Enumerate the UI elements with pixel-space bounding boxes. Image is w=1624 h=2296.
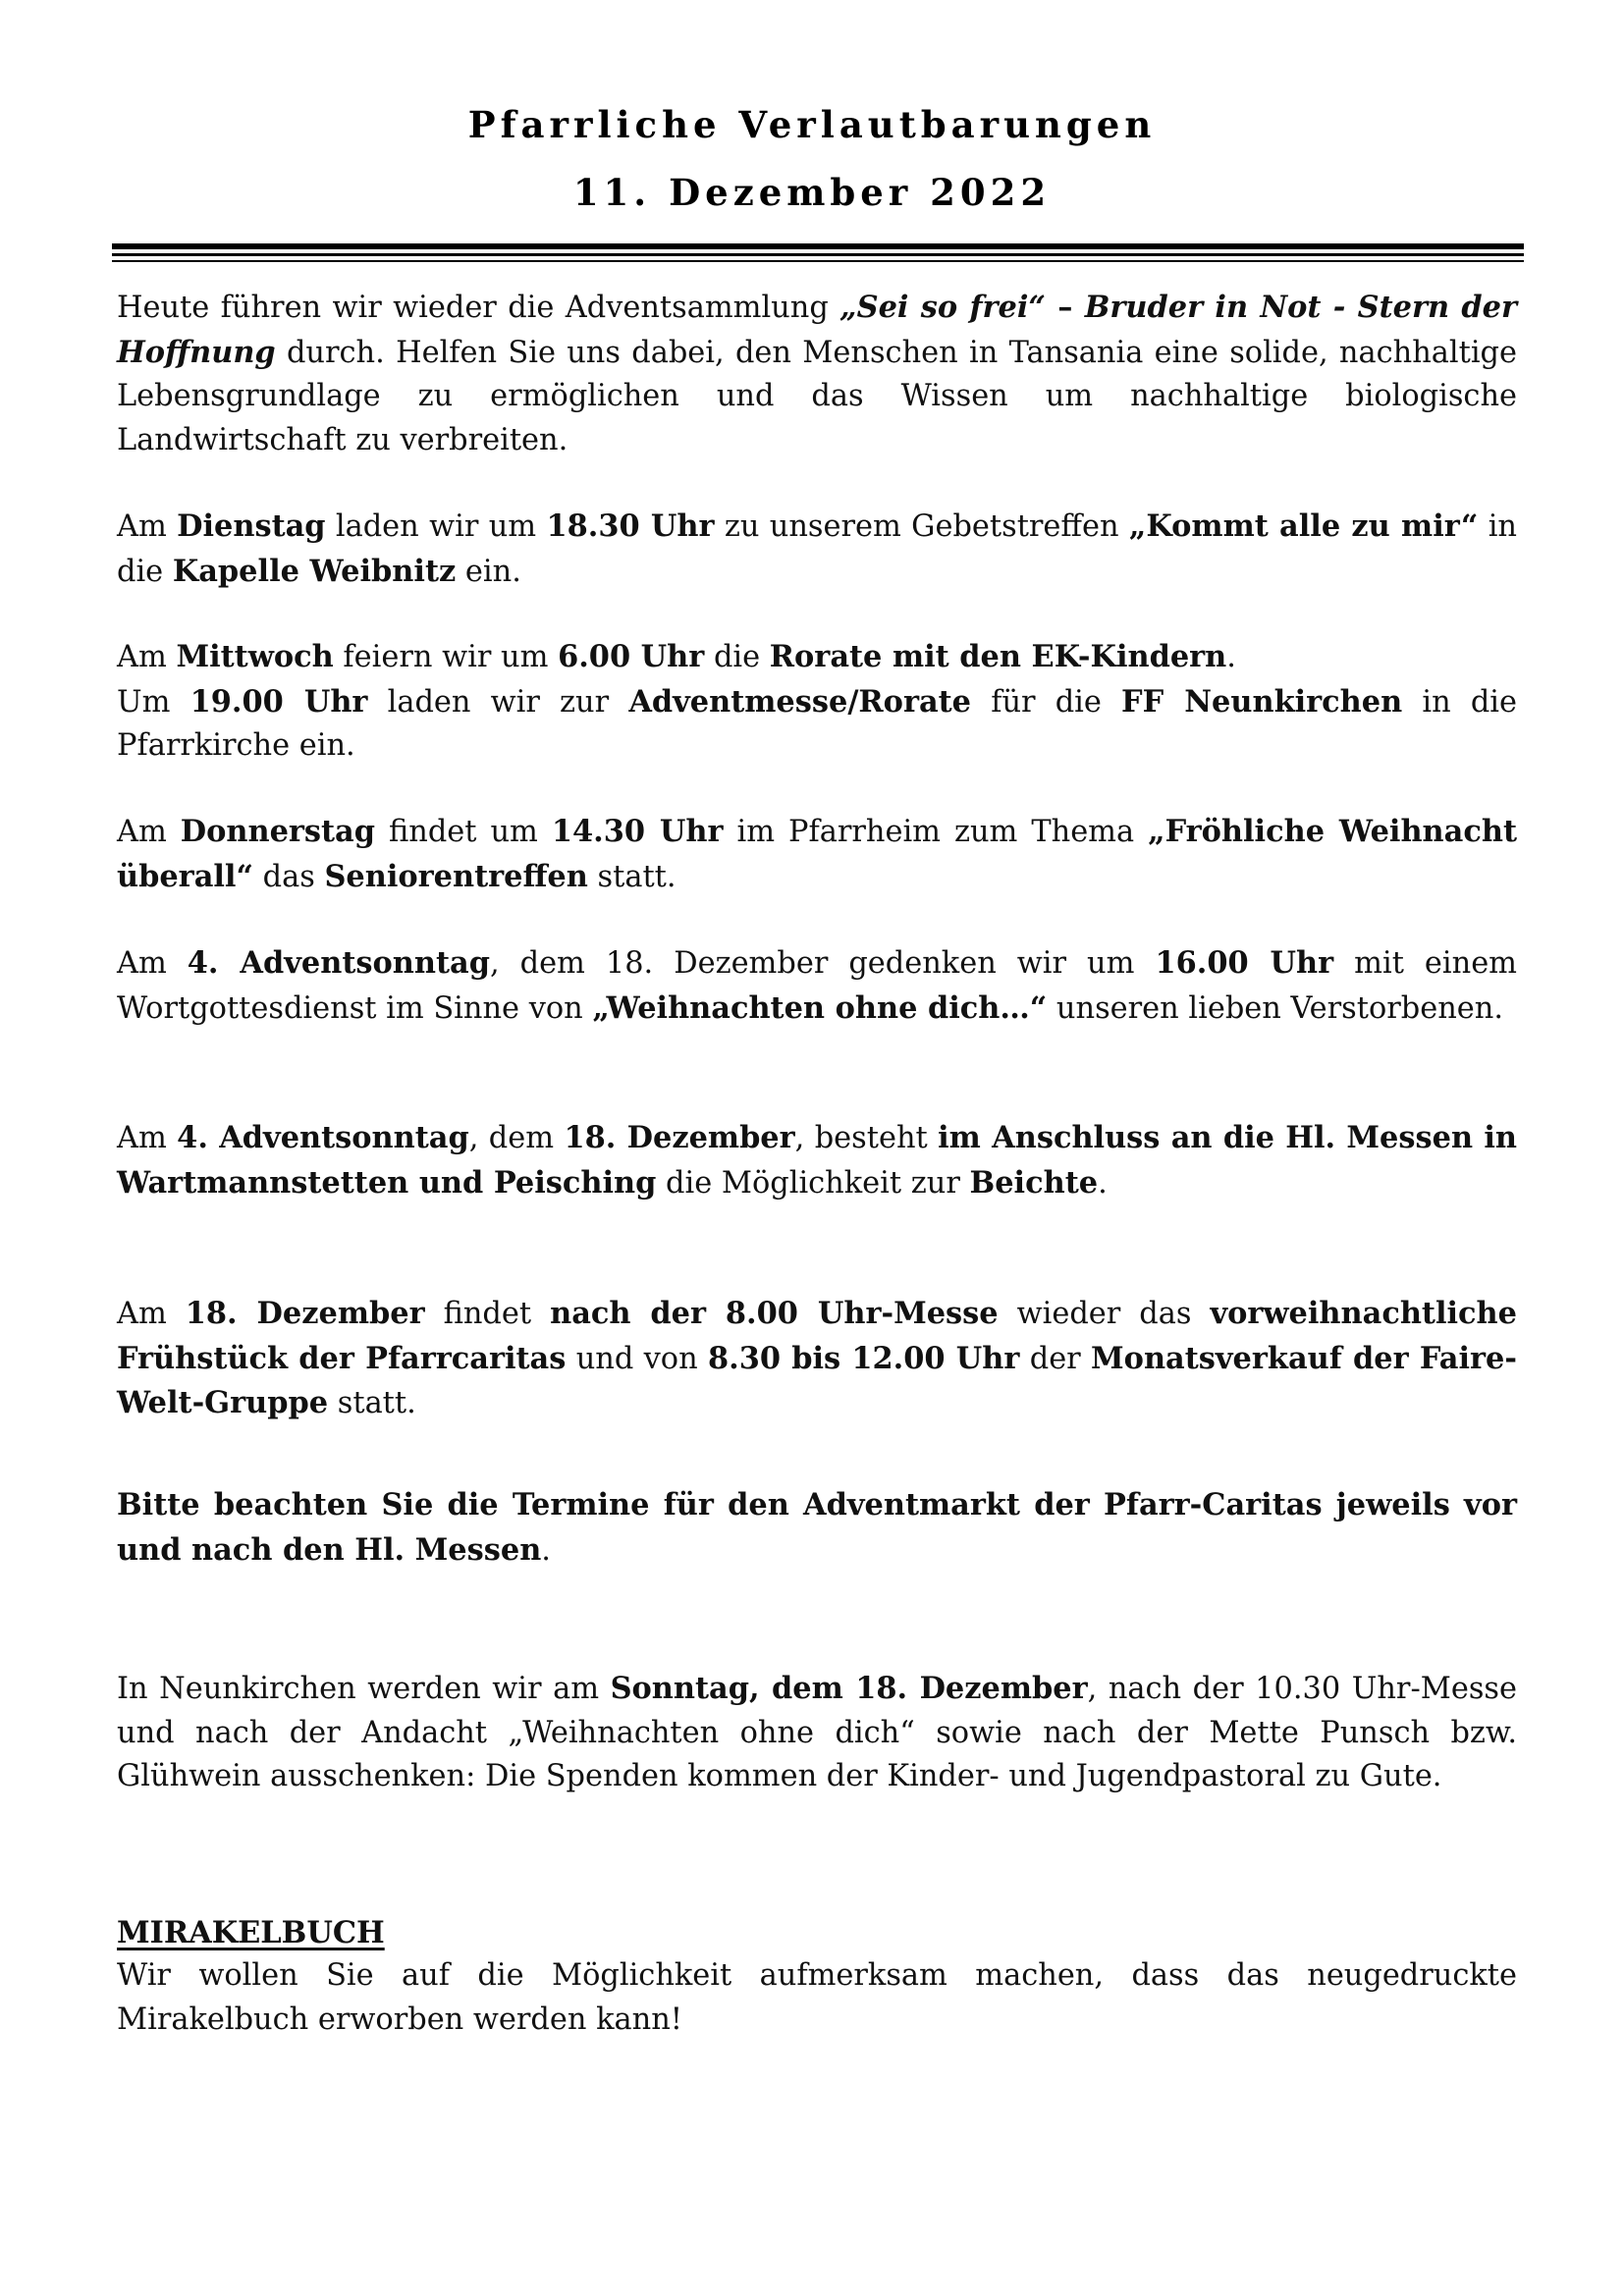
- emphasized-text: Mittwoch: [176, 639, 334, 674]
- announcement-fruehstueck: [117, 1292, 1517, 1426]
- body-text: das: [252, 859, 325, 894]
- announcement-beichte: [117, 1116, 1517, 1205]
- emphasized-text: Adventmesse/Rorate: [628, 683, 972, 720]
- body-text: der: [1019, 1341, 1092, 1376]
- body-text: laden wir um: [325, 509, 547, 544]
- body-text: unseren lieben Verstorbenen.: [1047, 990, 1504, 1026]
- emphasized-text: „Sei so frei“: [839, 290, 1046, 325]
- body-text: laden wir zur: [367, 684, 629, 720]
- body-text: Am: [117, 946, 188, 981]
- emphasized-text: Bitte beachten Sie die Termine für den Adventmarkt der Pfarr-Caritas jeweils vor und nach den Hl. Messen: [117, 1487, 1517, 1568]
- section-heading-mirakelbuch: MIRAKELBUCH: [117, 1915, 385, 1950]
- emphasized-text: 19.00 Uhr: [189, 683, 368, 720]
- announcement-adventmarkt: [117, 1483, 1517, 1573]
- body-text: feiern wir um: [333, 640, 559, 674]
- emphasized-text: Beichte: [969, 1164, 1099, 1201]
- emphasized-text: Sonntag, dem 18. Dezember: [610, 1671, 1088, 1706]
- announcement-donnerstag: [117, 810, 1517, 899]
- emphasized-text: Bruder in Not - Stern der Hoffnung: [117, 290, 1517, 370]
- body-text: Am: [117, 1297, 186, 1331]
- body-text: ein.: [456, 554, 521, 589]
- body-text: die: [704, 640, 770, 674]
- emphasized-text: 8.30 bis 12.00 Uhr: [707, 1340, 1020, 1376]
- body-text: In Neunkirchen werden wir am: [117, 1672, 611, 1706]
- body-text: in die: [117, 509, 1517, 589]
- emphasized-text: vorweihnachtliche Frühstück der Pfarrcaritas: [117, 1296, 1517, 1376]
- announcement-adventsammlung: [117, 286, 1517, 462]
- emphasized-text: Rorate mit den EK-Kindern: [769, 639, 1227, 674]
- body-text: findet: [424, 1297, 551, 1331]
- body-text: die Möglichkeit zur: [656, 1165, 970, 1201]
- announcement-wortgottesdienst: [117, 941, 1517, 1031]
- body-text: in die Pfarrkirche ein.: [117, 684, 1517, 763]
- emphasized-text: 14.30 Uhr: [551, 814, 724, 849]
- body-text: .: [1098, 1165, 1108, 1201]
- body-text: im Pfarrheim zum Thema: [723, 815, 1149, 849]
- announcement-punsch: [117, 1667, 1517, 1799]
- emphasized-text: im Anschluss an die Hl. Messen in Wartmannstetten und Peisching: [117, 1120, 1517, 1201]
- document-title: Pfarrliche Verlautbarungen: [467, 103, 1157, 146]
- body-text: durch. Helfen Sie uns dabei, den Menschen in Tansania eine solide, nachhaltige Lebensgrundlage zu ermöglichen und das Wissen um nachhaltige biologische Landwirtschaft zu verbreiten.: [117, 335, 1517, 457]
- mirakelbuch-text: Wir wollen Sie auf die Möglichkeit aufmerksam machen, dass das neugedruckte Mirakelbuch erworben werden kann!: [117, 1958, 1517, 2037]
- body-text: , dem 18. Dezember gedenken wir um: [489, 946, 1156, 981]
- body-text: statt.: [328, 1386, 416, 1420]
- emphasized-text: 16.00 Uhr: [1155, 945, 1334, 981]
- emphasized-text: 18. Dezember: [564, 1120, 795, 1155]
- emphasized-text: „Fröhliche Weihnacht überall“: [117, 814, 1517, 894]
- announcement-dienstag: [117, 505, 1517, 594]
- body-text: Am: [117, 509, 178, 544]
- body-text: .: [541, 1532, 551, 1568]
- emphasized-text: 6.00 Uhr: [558, 639, 705, 674]
- document-date: 11. Dezember 2022: [572, 171, 1052, 214]
- announcement-mittwoch: [117, 635, 1517, 769]
- body-text: Am: [117, 640, 177, 674]
- body-text: , nach der 10.30 Uhr-Messe und nach der Andacht „Weihnachten ohne dich“ sowie nach der Mette Punsch bzw. Glühwein ausschenken: Die Spenden kommen der Kinder- und Jugendpastoral zu Gute.: [117, 1672, 1517, 1793]
- body-text: mit einem Wortgottesdienst im Sinne von: [117, 946, 1517, 1026]
- body-text: , besteht: [794, 1121, 939, 1155]
- body-text: Um: [117, 684, 190, 720]
- header-divider: [112, 243, 1524, 249]
- emphasized-text: nach der 8.00 Uhr-Messe: [550, 1296, 999, 1331]
- emphasized-text: 18. Dezember: [185, 1296, 425, 1331]
- emphasized-text: –: [1045, 290, 1085, 325]
- header-divider: [112, 253, 1524, 256]
- body-text: Heute führen wir wieder die Adventsammlung: [117, 291, 840, 325]
- emphasized-text: „Weihnachten ohne dich…“: [592, 989, 1048, 1026]
- body-text: Am: [117, 815, 181, 849]
- emphasized-text: 4. Adventsonntag: [177, 1120, 469, 1155]
- emphasized-text: Donnerstag: [180, 814, 376, 849]
- body-text: zu unserem Gebetstreffen: [714, 509, 1129, 544]
- header-divider: [112, 260, 1524, 262]
- body-text: statt.: [587, 859, 677, 894]
- body-text: , dem: [468, 1121, 565, 1155]
- emphasized-text: Monatsverkauf der Faire-Welt-Gruppe: [117, 1340, 1518, 1420]
- body-text: wieder das: [998, 1297, 1211, 1331]
- emphasized-text: Kapelle Weibnitz: [172, 553, 457, 589]
- emphasized-text: FF Neunkirchen: [1121, 683, 1403, 720]
- body-text: Am: [117, 1121, 178, 1155]
- emphasized-text: „Kommt alle zu mir“: [1128, 508, 1479, 544]
- body-text: für die: [971, 684, 1122, 720]
- body-text: .: [1226, 640, 1236, 674]
- emphasized-text: Dienstag: [177, 508, 326, 544]
- emphasized-text: 18.30 Uhr: [546, 508, 715, 544]
- emphasized-text: 4. Adventsonntag: [187, 945, 490, 981]
- emphasized-text: Seniorentreffen: [324, 858, 588, 894]
- body-text: findet um: [375, 815, 552, 849]
- body-text: und von: [566, 1341, 708, 1376]
